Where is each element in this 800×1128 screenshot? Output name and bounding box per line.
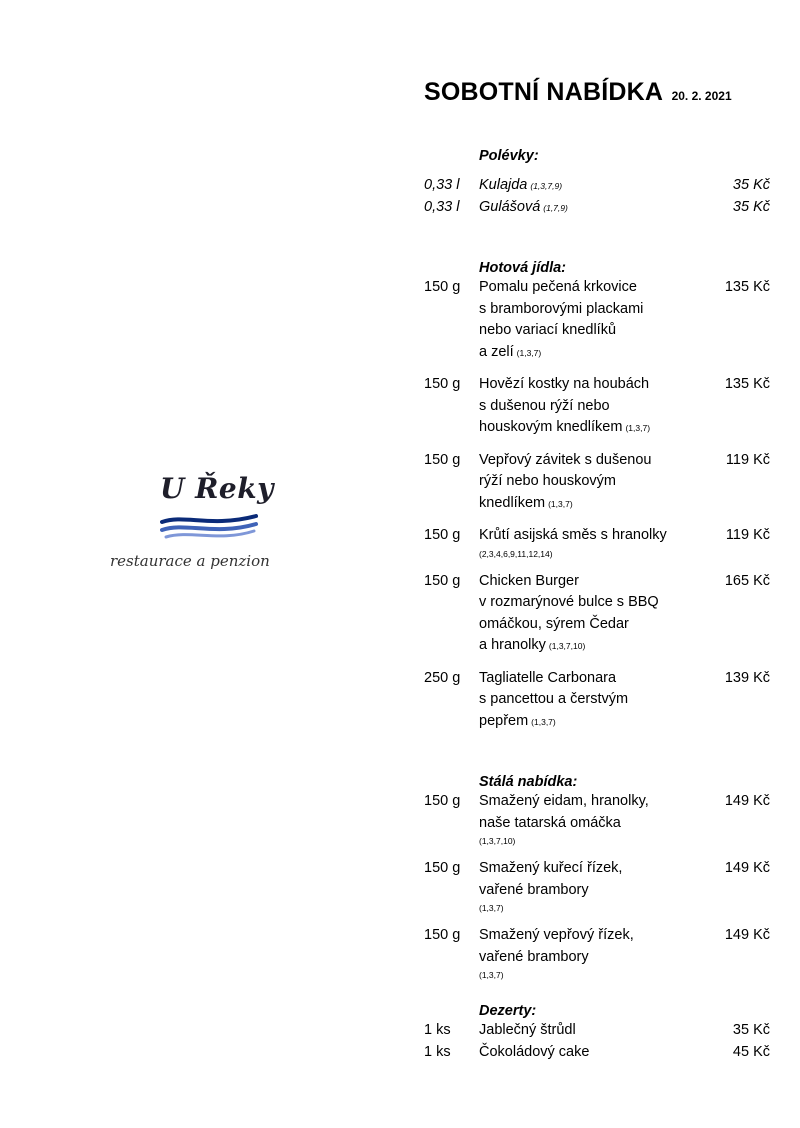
item-description-line — [479, 374, 700, 396]
restaurant-logo — [108, 470, 313, 580]
item-quantity: 150 g — [424, 860, 461, 876]
item-price: 149 Kč — [724, 860, 770, 876]
item-description-line — [479, 635, 700, 658]
item-quantity: 150 g — [424, 376, 461, 392]
item-description-line — [479, 614, 700, 636]
item-name: Jablečný štrůdl — [479, 1022, 576, 1038]
menu-item — [424, 858, 770, 915]
item-quantity: 150 g — [424, 451, 461, 468]
menu-item — [424, 571, 770, 658]
meals-list — [424, 277, 770, 733]
item-text: s dušenou rýží nebo — [479, 397, 610, 414]
menu-item — [424, 175, 770, 197]
wave-icon — [160, 512, 260, 544]
item-quantity: 0,33 l — [424, 199, 460, 215]
item-allergens: (1,3,7) — [479, 970, 504, 980]
item-quantity: 150 g — [424, 572, 461, 589]
item-description — [479, 197, 710, 219]
item-text: a hranolky — [479, 637, 546, 653]
item-quantity: 150 g — [424, 793, 461, 809]
item-description — [479, 450, 710, 516]
item-description — [479, 925, 710, 982]
item-description-line — [479, 791, 700, 813]
section-heading-desserts: Dezerty: — [479, 1003, 537, 1019]
menu-title: SOBOTNÍ NABÍDKA — [424, 78, 664, 106]
item-text: Krůtí asijská směs s hranolky — [479, 527, 667, 543]
item-text: rýží nebo houskovým — [479, 473, 617, 489]
item-text: Vepřový závitek s dušenou — [479, 451, 652, 468]
item-description-line — [479, 925, 700, 947]
item-allergens: (1,3,7,10) — [548, 641, 586, 651]
section-heading-meals: Hotová jídla: — [479, 260, 567, 276]
item-allergens: (1,3,7) — [479, 903, 504, 913]
item-description-line — [479, 299, 700, 321]
item-description-line — [479, 342, 700, 365]
item-price: 139 Kč — [724, 669, 770, 686]
section-standing — [424, 773, 770, 982]
item-quantity: 0,33 l — [424, 177, 460, 193]
item-description — [479, 374, 710, 440]
menu-item — [424, 1042, 770, 1064]
menu-item — [424, 374, 770, 440]
item-text: omáčkou, sýrem Čedar — [479, 615, 629, 632]
item-allergens: (1,3,7,10) — [479, 836, 516, 846]
item-description — [479, 277, 710, 364]
item-quantity: 150 g — [424, 927, 461, 943]
item-price: 45 Kč — [732, 1043, 770, 1060]
item-price: 119 Kč — [725, 527, 770, 543]
section-heading-standing: Stálá nabídka: — [479, 774, 578, 790]
item-description-line — [479, 668, 700, 690]
item-description-line — [479, 417, 700, 440]
menu-item — [424, 450, 770, 516]
item-text: knedlíkem — [479, 494, 546, 511]
item-description-line — [479, 471, 700, 493]
logo-brand: U Řeky — [160, 472, 274, 505]
item-text: Pomalu pečená krkovice — [479, 279, 637, 295]
item-text: naše tatarská omáčka — [479, 814, 621, 831]
menu-item — [424, 197, 770, 219]
item-description-line — [479, 858, 700, 880]
item-description-line — [479, 396, 700, 418]
menu-item — [424, 1020, 770, 1042]
item-price: 35 Kč — [732, 177, 770, 193]
item-description — [479, 1020, 710, 1042]
item-description — [479, 791, 710, 848]
item-price: 165 Kč — [724, 572, 770, 589]
item-quantity: 150 g — [424, 527, 461, 543]
daily-menu — [424, 78, 770, 1063]
item-text: Smažený eidam, hranolky, — [479, 793, 649, 809]
item-allergens: (1,7,9) — [543, 203, 568, 213]
item-text: Smažený vepřový řízek, — [479, 927, 634, 943]
item-quantity: 250 g — [424, 669, 461, 686]
item-price: 119 Kč — [725, 451, 770, 468]
item-text: pepřem — [479, 712, 529, 729]
item-allergens: (1,3,7,9) — [530, 181, 563, 191]
item-description — [479, 668, 710, 734]
item-description — [479, 1042, 710, 1064]
item-description — [479, 858, 710, 915]
menu-item — [424, 791, 770, 848]
item-description-line — [479, 947, 700, 969]
item-price: 35 Kč — [732, 1022, 770, 1038]
section-meals — [424, 259, 770, 733]
item-price: 35 Kč — [732, 199, 770, 215]
item-text: Smažený kuřecí řízek, — [479, 860, 623, 876]
item-description-line — [479, 493, 700, 516]
menu-item — [424, 277, 770, 364]
desserts-list — [424, 1020, 770, 1063]
item-allergens: (2,3,4,6,9,11,12,14) — [479, 548, 553, 559]
item-name: Čokoládový cake — [479, 1043, 590, 1060]
item-text: vařené brambory — [479, 881, 589, 898]
item-text: Chicken Burger — [479, 572, 579, 589]
item-text: s pancettou a čerstvým — [479, 691, 629, 707]
item-description — [479, 525, 710, 561]
item-allergens: (1,3,7) — [531, 716, 556, 727]
logo-tagline: restaurace a penzion — [110, 552, 270, 570]
item-name: Gulášová — [479, 199, 541, 215]
item-description-line — [479, 592, 700, 614]
item-text: s bramborovými plackami — [479, 300, 644, 317]
item-description — [479, 571, 710, 658]
item-description-line — [479, 450, 700, 472]
item-description-line — [479, 689, 700, 711]
item-quantity: 150 g — [424, 279, 461, 295]
item-description — [479, 175, 710, 197]
item-allergens: (1,3,7) — [548, 498, 573, 509]
page-title — [424, 78, 770, 107]
standing-list — [424, 791, 770, 982]
item-price: 149 Kč — [724, 793, 770, 809]
item-description-line — [479, 813, 700, 835]
item-allergens: (1,3,7) — [625, 423, 651, 433]
item-text: v rozmarýnové bulce s BBQ — [479, 594, 659, 610]
section-desserts — [424, 1002, 770, 1063]
item-description-line — [479, 525, 700, 547]
section-soups — [424, 147, 770, 219]
item-description-line — [479, 277, 700, 299]
section-heading-soups: Polévky: — [479, 148, 539, 164]
item-name: Kulajda — [479, 177, 528, 193]
item-description-line — [479, 571, 700, 593]
menu-item — [424, 668, 770, 734]
item-text: vařené brambory — [479, 948, 589, 965]
soups-list — [424, 175, 770, 219]
menu-item — [424, 925, 770, 982]
item-text: Tagliatelle Carbonara — [479, 669, 617, 686]
item-price: 135 Kč — [724, 376, 770, 392]
item-price: 149 Kč — [724, 927, 770, 943]
menu-item — [424, 525, 770, 561]
item-text: houskovým knedlíkem — [479, 419, 623, 435]
item-description-line — [479, 320, 700, 342]
item-text: Hovězí kostky na houbách — [479, 376, 650, 392]
item-quantity: 1 ks — [424, 1043, 451, 1060]
item-text: a zelí — [479, 343, 514, 360]
item-allergens: (1,3,7) — [516, 347, 542, 358]
item-text: nebo variací knedlíků — [479, 322, 617, 338]
item-description-line — [479, 880, 700, 902]
item-quantity: 1 ks — [424, 1022, 451, 1038]
item-price: 135 Kč — [724, 279, 770, 295]
menu-date: 20. 2. 2021 — [671, 89, 732, 103]
item-description-line — [479, 711, 700, 734]
